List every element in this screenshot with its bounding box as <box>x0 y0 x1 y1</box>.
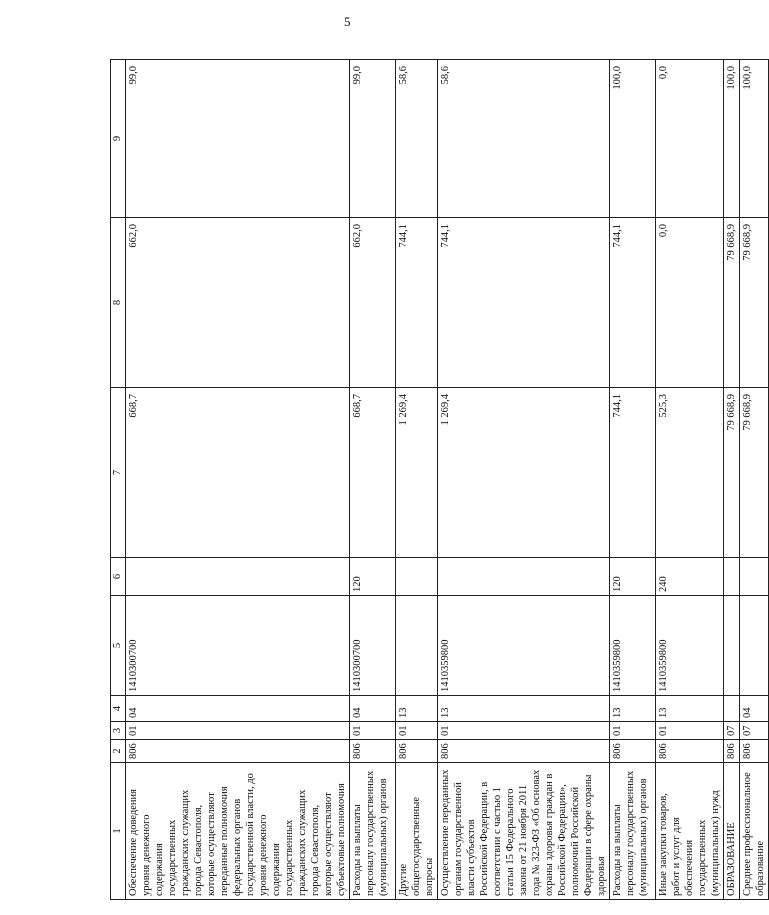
cell-c2: 806 <box>610 740 656 763</box>
header-cell-4: 4 <box>111 696 126 722</box>
table-row <box>610 60 656 900</box>
cell-c9: 100,0 <box>740 60 769 218</box>
cell-c2: 806 <box>724 740 740 763</box>
cell-c3: 01 <box>126 722 350 740</box>
cell-c9: 58,6 <box>438 60 610 218</box>
cell-c6 <box>396 558 438 596</box>
cell-c8: 744,1 <box>438 218 610 388</box>
cell-c5 <box>724 596 740 696</box>
cell-c4: 13 <box>610 696 656 722</box>
cell-c7: 525,3 <box>656 388 724 558</box>
header-cell-3: 3 <box>111 722 126 740</box>
cell-c8: 744,1 <box>610 218 656 388</box>
rotated-table-region <box>110 60 766 900</box>
table-row <box>724 60 740 900</box>
cell-c4 <box>724 696 740 722</box>
row-name: Обеспечение доведения уровня денежного содержания государственных гражданских служащих города Севастополя, которые осуществляют переданные полномочия федеральных органов государственной власти, до уровня денежного содержания государственных гражданских служащих города Севастополя, которые осуществляют субъектовые полномочия <box>126 763 350 900</box>
cell-c2: 806 <box>740 740 769 763</box>
cell-c3: 07 <box>740 722 769 740</box>
header-cell-1: 1 <box>111 763 126 900</box>
cell-c8: 662,0 <box>126 218 350 388</box>
table-row <box>656 60 724 900</box>
header-cell-9: 9 <box>111 60 126 218</box>
row-name: Расходы на выплаты персоналу государственных (муниципальных) органов <box>610 763 656 900</box>
cell-c3: 01 <box>396 722 438 740</box>
cell-c9: 100,0 <box>610 60 656 218</box>
cell-c9: 100,0 <box>724 60 740 218</box>
cell-c7: 79 668,9 <box>740 388 769 558</box>
row-name: Расходы на выплаты персоналу государственных (муниципальных) органов <box>350 763 396 900</box>
cell-c7: 668,7 <box>350 388 396 558</box>
header-cell-8: 8 <box>111 218 126 388</box>
cell-c6 <box>126 558 350 596</box>
table-row <box>350 60 396 900</box>
cell-c4: 13 <box>656 696 724 722</box>
cell-c6: 240 <box>656 558 724 596</box>
header-cell-2: 2 <box>111 740 126 763</box>
row-name: Другие общегосударственные вопросы <box>396 763 438 900</box>
cell-c4: 13 <box>438 696 610 722</box>
cell-c4: 04 <box>350 696 396 722</box>
cell-c6 <box>740 558 769 596</box>
cell-c5: 1410359800 <box>656 596 724 696</box>
cell-c5: 1410300700 <box>350 596 396 696</box>
cell-c5 <box>740 596 769 696</box>
row-name: Иные закупки товаров, работ и услуг для обеспечения государственных (муниципальных) нужд <box>656 763 724 900</box>
cell-c8: 79 668,9 <box>740 218 769 388</box>
cell-c7: 1 269,4 <box>396 388 438 558</box>
cell-c9: 58,6 <box>396 60 438 218</box>
cell-c9: 0,0 <box>656 60 724 218</box>
cell-c5: 1410359800 <box>610 596 656 696</box>
cell-c6 <box>438 558 610 596</box>
header-row <box>111 60 126 900</box>
header-cell-7: 7 <box>111 388 126 558</box>
cell-c8: 744,1 <box>396 218 438 388</box>
cell-c9: 99,0 <box>126 60 350 218</box>
table-row <box>740 60 769 900</box>
cell-c3: 01 <box>610 722 656 740</box>
header-cell-6: 6 <box>111 558 126 596</box>
cell-c8: 662,0 <box>350 218 396 388</box>
cell-c3: 01 <box>438 722 610 740</box>
cell-c6: 120 <box>350 558 396 596</box>
cell-c5 <box>396 596 438 696</box>
cell-c3: 01 <box>350 722 396 740</box>
cell-c2: 806 <box>656 740 724 763</box>
table-wrap <box>110 60 766 900</box>
table-row <box>396 60 438 900</box>
cell-c8: 0,0 <box>656 218 724 388</box>
table-row <box>438 60 610 900</box>
cell-c5: 1410300700 <box>126 596 350 696</box>
cell-c4: 13 <box>396 696 438 722</box>
cell-c6 <box>724 558 740 596</box>
cell-c8: 79 668,9 <box>724 218 740 388</box>
cell-c7: 668,7 <box>126 388 350 558</box>
row-name: Среднее профессиональное образование <box>740 763 769 900</box>
table-row <box>126 60 350 900</box>
cell-c3: 07 <box>724 722 740 740</box>
cell-c2: 806 <box>126 740 350 763</box>
cell-c4: 04 <box>126 696 350 722</box>
cell-c9: 99,0 <box>350 60 396 218</box>
cell-c7: 1 269,4 <box>438 388 610 558</box>
budget-table <box>110 59 769 900</box>
cell-c7: 744,1 <box>610 388 656 558</box>
cell-c2: 806 <box>438 740 610 763</box>
row-name: Осуществление переданных органам государственной власти субъектов Российской Федерации, в соответствии с частью 1 статьи 15 Федерального закона от 21 ноября 2011 года № 323-ФЗ «Об основах охраны здоровья граждан в Российской Федерации», полномочий Российской Федерации в сфере охраны здоровья <box>438 763 610 900</box>
cell-c3: 01 <box>656 722 724 740</box>
page-number: 5 <box>344 14 351 29</box>
cell-c4: 04 <box>740 696 769 722</box>
cell-c2: 806 <box>350 740 396 763</box>
cell-c5: 1410359800 <box>438 596 610 696</box>
row-name: ОБРАЗОВАНИЕ <box>724 763 740 900</box>
header-cell-5: 5 <box>111 596 126 696</box>
cell-c7: 79 668,9 <box>724 388 740 558</box>
cell-c6: 120 <box>610 558 656 596</box>
cell-c2: 806 <box>396 740 438 763</box>
